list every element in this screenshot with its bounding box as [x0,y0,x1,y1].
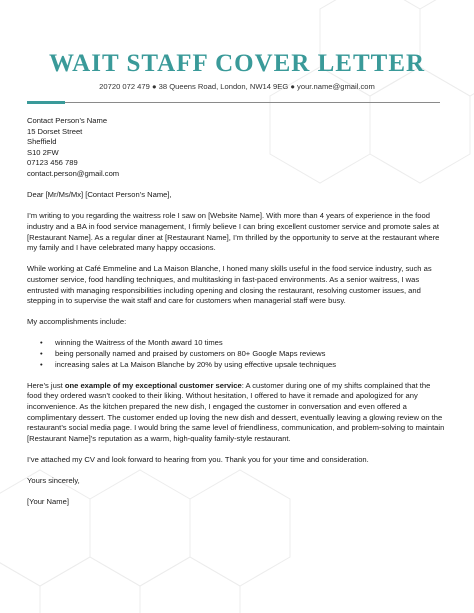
paragraph-example [27,381,447,445]
recipient-city: Sheffield [27,137,57,147]
sender-contact-line: 20720 072 479 ● 38 Queens Road, London, NW14 9EG ● your.name@gmail.com [99,82,375,91]
recipient-address-block [27,116,447,180]
recipient-postcode: S10 2FW [27,147,59,157]
sign-off: Yours sincerely, [27,476,80,486]
paragraph-experience: While working at Café Emmeline and La Maison Blanche, I honed many skills useful in the food service industry, such as customer service, food handling techniques, and multitasking in fast-paced environments. As a senior waitress, I was entrusted with managing responsibilities including opening and closing the restaurant, resolving customer issues, and stepping in to supervise the wait staff and care for customers when managerial staff were busy. [27,264,432,306]
signature-name: [Your Name] [27,497,69,507]
paragraph-closing: I’ve attached my CV and look forward to hearing from you. Thank you for your time and consideration. [27,455,369,464]
salutation: Dear [Mr/Ms/Mx] [Contact Person’s Name], [27,190,172,200]
recipient-email: contact.person@gmail.com [27,168,120,178]
recipient-street: 15 Dorset Street [27,126,83,136]
accomplishments-list [27,338,447,370]
letter-body [27,116,447,519]
accent-rule [27,101,65,104]
example-highlight: one example of my exceptional customer service [64,380,242,390]
paragraph-intro: I’m writing to you regarding the waitress role I saw on [Website Name]. With more than 4 years of experience in the food industry and a BA in food service management, I firmly believe I can bring excellent customer service and promote sales at [Restaurant Name]. As a regular diner at [Restaurant Name], I’m thrilled by the opportunity to serve at the restaurant where my family and I have celebrated many happy occasions. [27,211,440,253]
recipient-phone: 07123 456 789 [27,158,78,168]
accomplishments-intro: My accomplishments include: [27,317,127,327]
list-item: • winning the Waitress of the Month award 10 times [55,338,447,349]
list-item: • increasing sales at La Maison Blanche by 20% by using effective upsale techniques [55,360,447,371]
list-item: • being personally named and praised by customers on 80+ Google Maps reviews [55,349,447,360]
recipient-name: Contact Person’s Name [27,116,108,125]
example-prefix: Here’s just [27,380,65,390]
example-text: : A customer during one of my shifts complained that the food they ordered wasn’t cooked to their liking. Without hesitation, I offered to have it remade and apologized for any inconvenience. As the kitchen prepared the new dish, I engaged the customer in conversation and even offered a complimentary dessert. The customer ended up loving the new dish and dessert, eventually leaving a glowing review on the restaurant’s social media page. I would bring the same level of friendliness, communication, and problem-solving to maintain [Restaurant Name]’s reputation as a warm, high-quality family-style restaurant. [27,380,445,443]
document-title: WAIT STAFF COVER LETTER [48,50,426,77]
header-divider [65,102,440,103]
